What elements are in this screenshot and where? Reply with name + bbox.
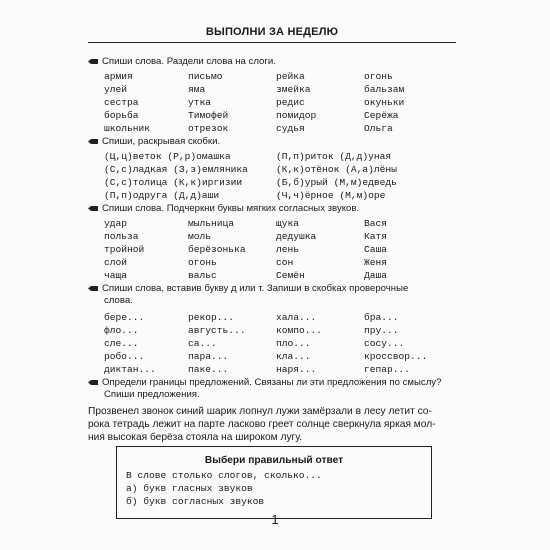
word: рекор... [188, 312, 235, 323]
word: змейка [276, 84, 311, 95]
task-5-text-line: Прозвенел звонок синий шарик лопнул лужи замёрзали в лесу летит со- [88, 406, 432, 417]
phrase: (Ч,ч)ёрное (М,м)оре [276, 190, 386, 201]
word: борьба [104, 110, 139, 121]
page-title: ВЫПОЛНИ ЗА НЕДЕЛЮ [205, 26, 339, 38]
word: мыльница [188, 218, 235, 229]
task-2-text: Спиши, раскрывая скобки. [102, 136, 221, 147]
word: пру... [364, 325, 399, 336]
task-1-instruction [88, 56, 276, 68]
word: тройной [104, 244, 145, 255]
word: Катя [364, 231, 388, 242]
page-number: 1 [271, 512, 279, 527]
word: огонь [188, 257, 217, 268]
word: сосу... [364, 338, 405, 349]
task-5-text-line: рока тетрадь лежит на парте ласково греет солнце сверкнула яркая мол- [88, 419, 436, 430]
header-rule [88, 42, 456, 43]
word: сон [276, 257, 294, 268]
word: бальзам [364, 84, 405, 95]
word: Семён [276, 270, 305, 281]
word: дедушка [276, 231, 317, 242]
pencil-icon [88, 58, 99, 65]
quiz-question: В слове столько слогов, сколько... [126, 470, 322, 481]
word: диктан... [104, 364, 156, 375]
phrase: (П,п)одруга (Д,д)аши [104, 190, 220, 201]
word: гепар... [364, 364, 411, 375]
word: щука [276, 218, 300, 229]
word: сле... [104, 338, 139, 349]
word: улей [104, 84, 128, 95]
pencil-icon [88, 138, 99, 145]
word: пло... [276, 338, 311, 349]
quiz-option: б) букв согласных звуков [126, 496, 265, 507]
word: моль [188, 231, 212, 242]
word: редис [276, 97, 305, 108]
word: Даша [364, 270, 388, 281]
task-5-text-line-1: Определи границы предложений. Связаны ли эти предложения по смыслу? [102, 377, 442, 388]
task-5-instruction [88, 377, 441, 389]
phrase: (Ц,ц)веток (Р,р)омашка [104, 151, 231, 162]
word: окуньки [364, 97, 405, 108]
word: компо... [276, 325, 323, 336]
quiz-option: а) букв гласных звуков [126, 483, 253, 494]
word: фло... [104, 325, 139, 336]
task-5-text-line: ния высокая берёза стояла на широком лугу. [88, 432, 303, 443]
word: утка [188, 97, 212, 108]
word: са... [188, 338, 217, 349]
word: берёзонька [188, 244, 246, 255]
task-2-instruction [88, 136, 220, 148]
phrase: (К,к)отёнок (А,а)лёны [276, 164, 397, 175]
word: школьник [104, 123, 151, 134]
task-1-text: Спиши слова. Раздели слова на слоги. [102, 56, 276, 67]
word: августь... [188, 325, 246, 336]
quiz-title: Выбери правильный ответ [204, 455, 344, 466]
word: пара... [188, 351, 229, 362]
word: Саша [364, 244, 388, 255]
word: кла... [276, 351, 311, 362]
word: Тимофей [188, 110, 229, 121]
word: удар [104, 218, 128, 229]
word: огонь [364, 71, 393, 82]
phrase: (Б,б)урый (М,м)едведь [276, 177, 397, 188]
word: польза [104, 231, 139, 242]
phrase: (С,с)ладкая (З,з)емляника [104, 164, 248, 175]
word: рейка [276, 71, 305, 82]
word: Вася [364, 218, 388, 229]
word: Ольга [364, 123, 393, 134]
task-4-text-line-1: Спиши слова, вставив букву д или т. Запиши в скобках проверочные [102, 283, 409, 294]
word: Женя [364, 257, 388, 268]
pencil-icon [88, 285, 99, 292]
word: отрезок [188, 123, 229, 134]
word: хала... [276, 312, 317, 323]
task-5-text-line-2: Спиши предложения. [104, 389, 200, 400]
phrase: (С,с)толица (К,к)иргизии [104, 177, 243, 188]
pencil-icon [88, 205, 99, 212]
task-4-text-line-2: слова. [104, 295, 133, 306]
word: бере... [104, 312, 145, 323]
word: чаща [104, 270, 128, 281]
word: яма [188, 84, 206, 95]
task-3-text: Спиши слова. Подчеркни буквы мягких согласных звуков. [102, 203, 360, 214]
word: письмо [188, 71, 223, 82]
word: наря... [276, 364, 317, 375]
word: паке... [188, 364, 229, 375]
word: бра... [364, 312, 399, 323]
task-3-instruction [88, 203, 359, 215]
word: сестра [104, 97, 139, 108]
pencil-icon [88, 379, 99, 386]
word: вальс [188, 270, 217, 281]
word: кроссвор... [364, 351, 428, 362]
word: робо... [104, 351, 145, 362]
word: армия [104, 71, 133, 82]
word: слой [104, 257, 128, 268]
word: судья [276, 123, 305, 134]
word: Серёжа [364, 110, 399, 121]
word: помидор [276, 110, 317, 121]
quiz-box [116, 446, 432, 519]
task-4-instruction [88, 283, 408, 295]
phrase: (П,п)риток (Д,д)уная [276, 151, 392, 162]
word: лень [276, 244, 300, 255]
